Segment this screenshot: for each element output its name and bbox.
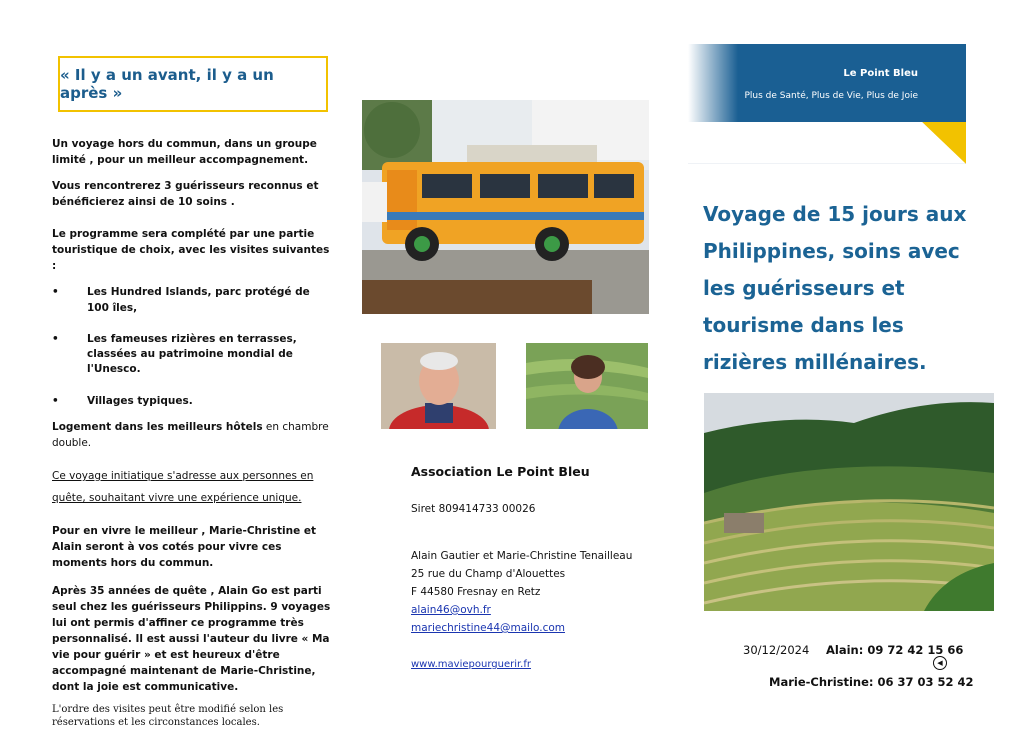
story-paragraph: Après 35 années de quête , Alain Go est parti seul chez les guérisseurs Philippins. 9 voyages lui ont permis d'affiner ce programme très personnalisé. Il est aussi l'auteur du livre « Ma vie pour guérir » et est heureux d'être accompagné maintenant de Marie-Christine, dont la joie est communicative. <box>52 585 331 693</box>
address-line: Alain Gautier et Marie-Christine Tenailleau <box>411 550 633 562</box>
address-line: 25 rue du Champ d'Alouettes <box>411 568 566 580</box>
lodging-paragraph <box>52 419 334 451</box>
siret-number: Siret 809414733 00026 <box>411 503 536 515</box>
lodging-rest: en chambre double. <box>52 421 329 449</box>
list-item: • Villages typiques. <box>52 393 334 409</box>
trip-headline: Voyage de 15 jours aux Philippines, soins avec les guérisseurs et tourisme dans les rizières millénaires. <box>703 202 967 374</box>
date-text: 30/12/2024 <box>743 643 810 657</box>
brand-banner <box>688 44 966 164</box>
website-link[interactable]: www.maviepourguerir.fr <box>411 659 531 670</box>
man-portrait-photo <box>381 343 496 429</box>
left-column <box>52 136 334 739</box>
jeepney-photo <box>362 100 649 314</box>
phone-alain: Alain: 09 72 42 15 66 <box>826 643 964 657</box>
healers-paragraph: Vous rencontrerez 3 guérisseurs reconnus et bénéficierez ainsi de 10 soins . <box>52 180 319 208</box>
lodging-bold: Logement dans les meilleurs hôtels <box>52 421 263 433</box>
quote-box <box>58 56 328 112</box>
list-item: • Les fameuses rizières en terrasses, classées au patrimoine mondial de l'Unesco. <box>52 332 334 377</box>
postal-address <box>411 547 651 637</box>
banner-title: Le Point Bleu <box>843 68 918 79</box>
association-name: Association Le Point Bleu <box>411 464 590 479</box>
address-line: F 44580 Fresnay en Retz <box>411 586 541 598</box>
play-icon[interactable]: ◀ <box>933 656 947 670</box>
email-link-alain[interactable]: alain46@ovh.fr <box>411 604 491 616</box>
email-link-mariechristine[interactable]: mariechristine44@mailo.com <box>411 622 565 634</box>
intro-paragraph: Un voyage hors du commun, dans un groupe limité , pour un meilleur accompagnement. <box>52 138 317 166</box>
phone-marie-christine: Marie-Christine: 06 37 03 52 42 <box>769 675 974 689</box>
program-paragraph: Le programme sera complété par une partie touristique de choix, avec les visites suivantes : <box>52 228 330 272</box>
contact-block <box>411 464 651 670</box>
quote-text: « Il y a un avant, il y a un après » <box>60 66 274 102</box>
visits-list <box>52 284 334 409</box>
footnote: L'ordre des visites peut être modifié selon les réservations et les circonstances locales. <box>52 704 284 728</box>
companions-paragraph: Pour en vivre le meilleur , Marie-Christine et Alain seront à vos cotés pour vivre ces moments hors du commun. <box>52 525 317 569</box>
list-item: • Les Hundred Islands, parc protégé de 100 îles, <box>52 284 334 316</box>
audience-paragraph: Ce voyage initiatique s'adresse aux personnes en quête, souhaitant vivre une expérience unique. <box>52 470 314 504</box>
woman-portrait-photo <box>526 343 648 429</box>
rice-terraces-photo <box>704 393 994 611</box>
banner-subtitle: Plus de Santé, Plus de Vie, Plus de Joie <box>744 91 918 101</box>
